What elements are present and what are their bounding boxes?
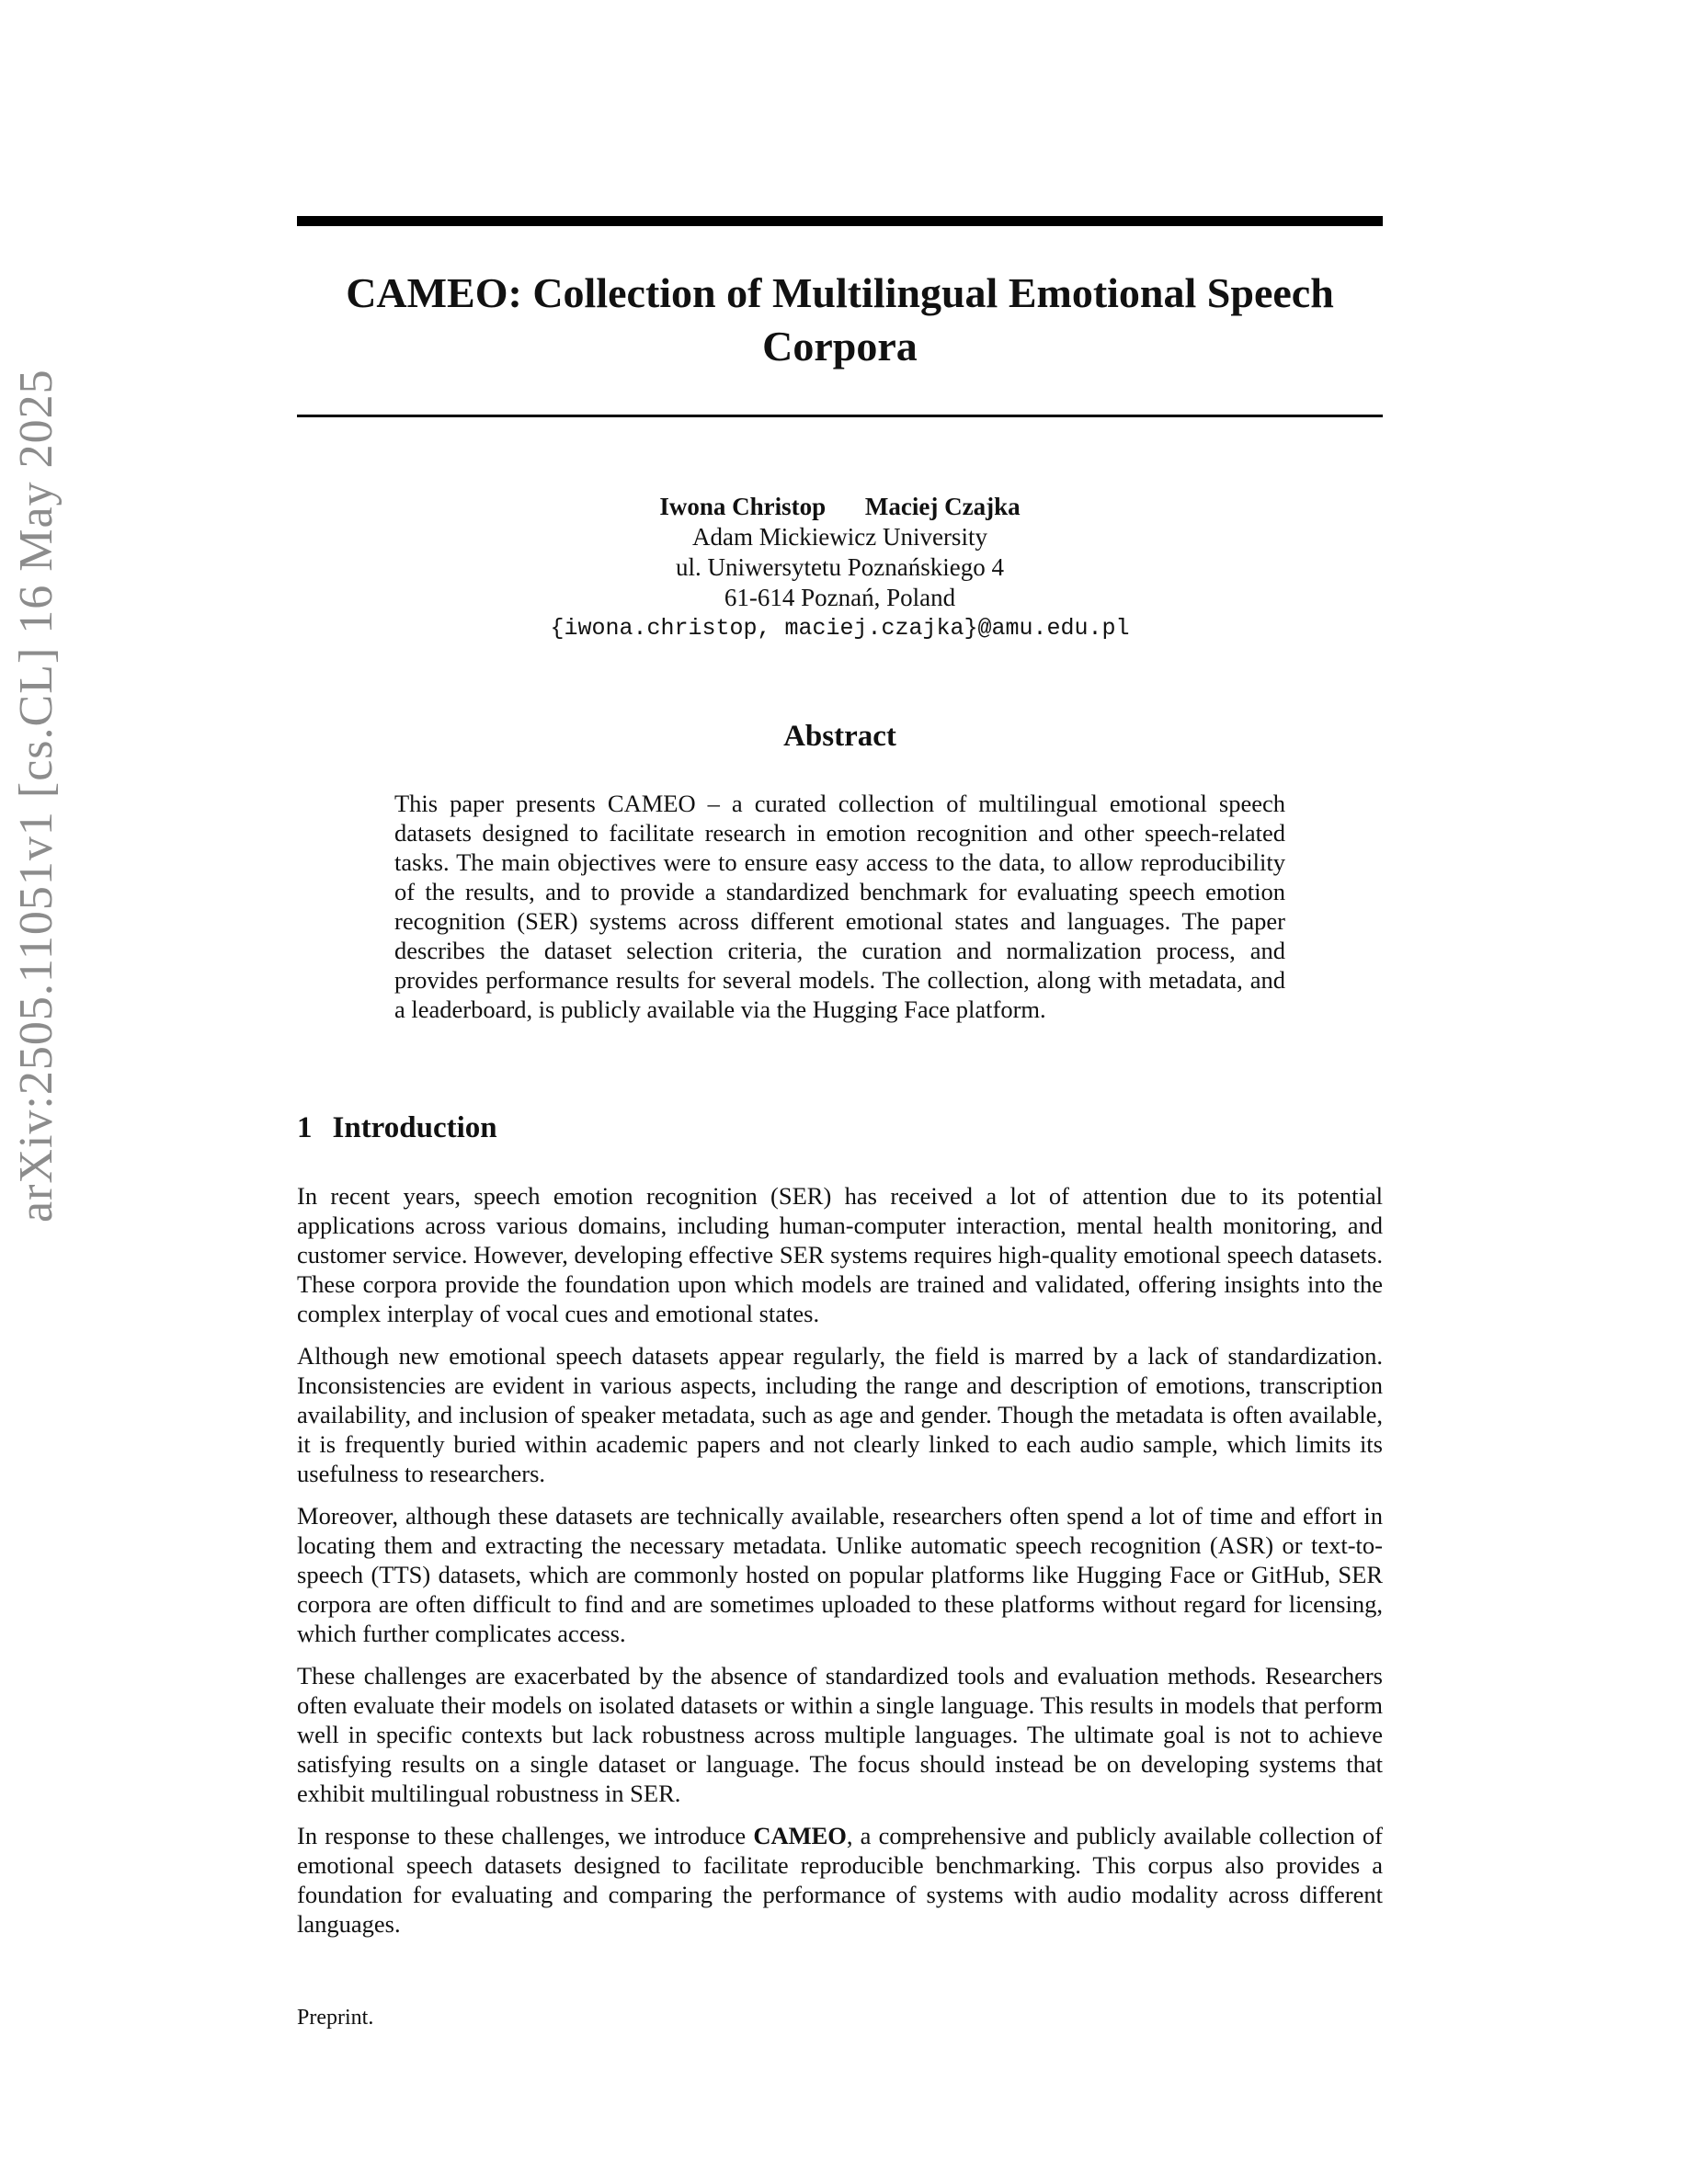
paragraph-text: In response to these challenges, we introduce: [297, 1822, 754, 1849]
abstract-text: This paper presents CAMEO – a curated collection of multilingual emotional speech datasets designed to facilitate research in emotion recognition and other speech-related tasks. The main objectives were to ensure easy access to the data, to allow reproducibility of the results, and to provide a standardized benchmark for evaluating speech emotion recognition (SER) systems across different emotional states and languages. The paper describes the dataset selection criteria, the curation and normalization process, and provides performance results for several models. The collection, along with metadata, and a leaderboard, is publicly available via the Hugging Face platform.: [394, 790, 1285, 1023]
title-top-rule: [297, 216, 1383, 226]
section-title: Introduction: [332, 1111, 497, 1144]
body-paragraph: Although new emotional speech datasets appear regularly, the field is marred by a lack of standardization. Inconsistencies are evident in various aspects, including the range and description of emotions, transcription availability, and inclusion of speaker metadata, such as age and gender. Though the metadata is often available, it is frequently buried within academic papers and not clearly linked to each audio sample, which limits its usefulness to researchers.: [297, 1342, 1383, 1487]
footer-preprint-note: Preprint.: [297, 2006, 374, 2030]
introduction-body: [297, 1181, 1383, 1951]
body-paragraph: [297, 1821, 1383, 1939]
body-paragraph: Moreover, although these datasets are technically available, researchers often spend a lot of time and effort in locating them and extracting the necessary metadata. Unlike automatic speech recognition (ASR) or text-to-speech (TTS) datasets, which are commonly hosted on popular platforms like Hugging Face or GitHub, SER corpora are often difficult to find and are sometimes uploaded to these platforms without regard for licensing, which further complicates access.: [297, 1502, 1383, 1647]
paper-title: CAMEO: Collection of Multilingual Emotional Speech Corpora: [346, 269, 1334, 370]
section-number: 1: [297, 1111, 313, 1144]
author-email: {iwona.christop, maciej.czajka}@amu.edu.pl: [550, 615, 1130, 642]
body-paragraph: In recent years, speech emotion recognition (SER) has received a lot of attention due to its potential applications across various domains, including human-computer interaction, mental health monitoring, and customer service. However, developing effective SER systems requires high-quality emotional speech datasets. These corpora provide the foundation upon which models are trained and validated, offering insights into the complex interplay of vocal cues and emotional states.: [297, 1182, 1383, 1327]
title-bottom-rule: [297, 415, 1383, 417]
cameo-emphasis: CAMEO: [753, 1822, 847, 1849]
paragraph-text: , a comprehensive and publicly available collection of emotional speech datasets designed to facilitate reproducible benchmarking. This corpus also provides a foundation for evaluating and comparing the performance of systems with audio modality across different languages.: [297, 1822, 1384, 1938]
body-paragraph: These challenges are exacerbated by the absence of standardized tools and evaluation methods. Researchers often evaluate their models on isolated datasets or within a single language. This results in models that perform well in specific contexts but lack robustness across multiple languages. The ultimate goal is not to achieve satisfying results on a single dataset or language. The focus should instead be on developing systems that exhibit multilingual robustness in SER.: [297, 1662, 1383, 1807]
abstract-heading: Abstract: [783, 720, 896, 753]
author-name: Iwona Christop: [659, 493, 827, 520]
author-name: Maciej Czajka: [864, 493, 1021, 520]
affiliation-university: Adam Mickiewicz University: [692, 523, 987, 551]
section-heading-introduction: [297, 1111, 497, 1145]
author-names: [297, 492, 1383, 522]
affiliation-street: ul. Uniwersytetu Poznańskiego 4: [676, 553, 1004, 581]
arxiv-identifier: arXiv:2505.11051v1 [cs.CL] 16 May 2025: [10, 369, 63, 1223]
affiliation-city: 61-614 Poznań, Poland: [724, 584, 956, 611]
author-block: [297, 492, 1383, 643]
